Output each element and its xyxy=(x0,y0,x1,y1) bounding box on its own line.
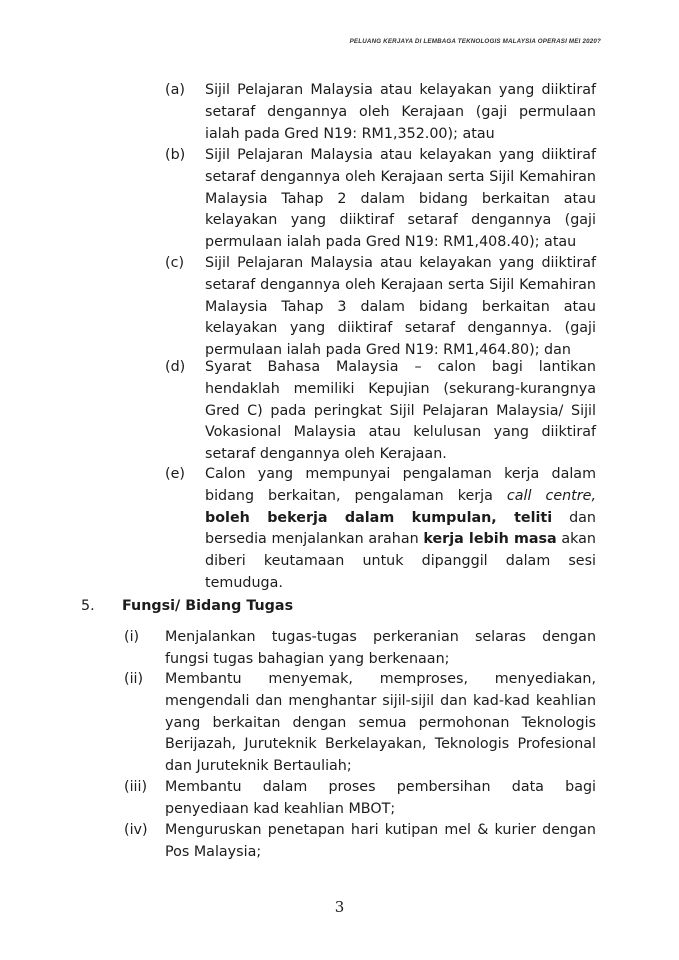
text-segment: akan diberi keutamaan untuk dipanggil dalam sesi temuduga. xyxy=(205,531,596,591)
list-item-text: Membantu dalam proses pembersihan data bagi penyediaan kad keahlian MBOT; xyxy=(165,779,596,817)
section-title: Fungsi/ Bidang Tugas xyxy=(122,598,294,614)
list-item-text: Menjalankan tugas-tugas perkeranian selaras dengan fungsi tugas bahagian yang berkenaan; xyxy=(165,629,596,667)
text-segment: call centre, xyxy=(506,487,597,504)
page-header: PELUANG KERJAYA DI LEMBAGA TEKNOLOGIS MALAYSIA OPERASI MEI 2020? xyxy=(349,38,601,45)
list-item-text: Membantu menyemak, memproses, menyediakan, mengendali dan menghantar sijil-sijil dan kad-kad keahlian yang berkaitan dengan semua permohonan Teknologis Berijazah, Juruteknik Berkelayakan, Teknologis Profesional dan Juruteknik Bertauliah; xyxy=(165,671,596,775)
list-item-text: Syarat Bahasa Malaysia – calon bagi lantikan hendaklah memiliki Kepujian (sekurang-kurangnya Gred C) pada peringkat Sijil Pelajaran Malaysia/ Sijil Vokasional Malaysia atau kelulusan yang diiktiraf setaraf dengannya oleh Kerajaan. xyxy=(205,359,596,463)
list-marker: (iii) xyxy=(124,779,148,795)
list-item-text: Sijil Pelajaran Malaysia atau kelayakan yang diiktiraf setaraf dengannya oleh Kerajaan (gaji permulaan ialah pada Gred N19: RM1,352.00); atau xyxy=(205,82,596,142)
list-item-text: Sijil Pelajaran Malaysia atau kelayakan yang diiktiraf setaraf dengannya oleh Kerajaan serta Sijil Kemahiran Malaysia Tahap 3 dalam bidang berkaitan atau kelayakan yang diiktiraf setaraf dengannya. (gaji permulaan ialah pada Gred N19: RM1,464.80); dan xyxy=(205,255,596,359)
list-marker: (ii) xyxy=(124,671,144,687)
list-marker: (i) xyxy=(124,629,140,645)
section-number: 5. xyxy=(81,598,95,614)
text-segment: Calon yang mempunyai pengalaman kerja dalam bidang berkaitan, pengalaman kerja xyxy=(205,466,596,504)
list-item-text: Menguruskan penetapan hari kutipan mel & kurier dengan Pos Malaysia; xyxy=(165,822,596,860)
text-segment: kerja lebih masa xyxy=(423,531,557,548)
list-item-text: Sijil Pelajaran Malaysia atau kelayakan yang diiktiraf setaraf dengannya oleh Kerajaan serta Sijil Kemahiran Malaysia Tahap 2 dalam bidang berkaitan atau kelayakan yang diiktiraf setaraf dengannya (gaji permulaan ialah pada Gred N19: RM1,408.40); atau xyxy=(205,147,596,251)
list-marker: (e) xyxy=(165,466,185,482)
list-marker: (c) xyxy=(165,255,185,271)
list-marker: (iv) xyxy=(124,822,148,838)
list-marker: (a) xyxy=(165,82,185,98)
text-segment: boleh bekerja dalam kumpulan, teliti xyxy=(205,509,553,526)
list-marker: (d) xyxy=(165,359,186,375)
list-item-text xyxy=(205,464,596,595)
page-number: 3 xyxy=(334,898,345,916)
list-marker: (b) xyxy=(165,147,186,163)
text-segment: dan bersedia menjalankan arahan xyxy=(205,509,596,548)
